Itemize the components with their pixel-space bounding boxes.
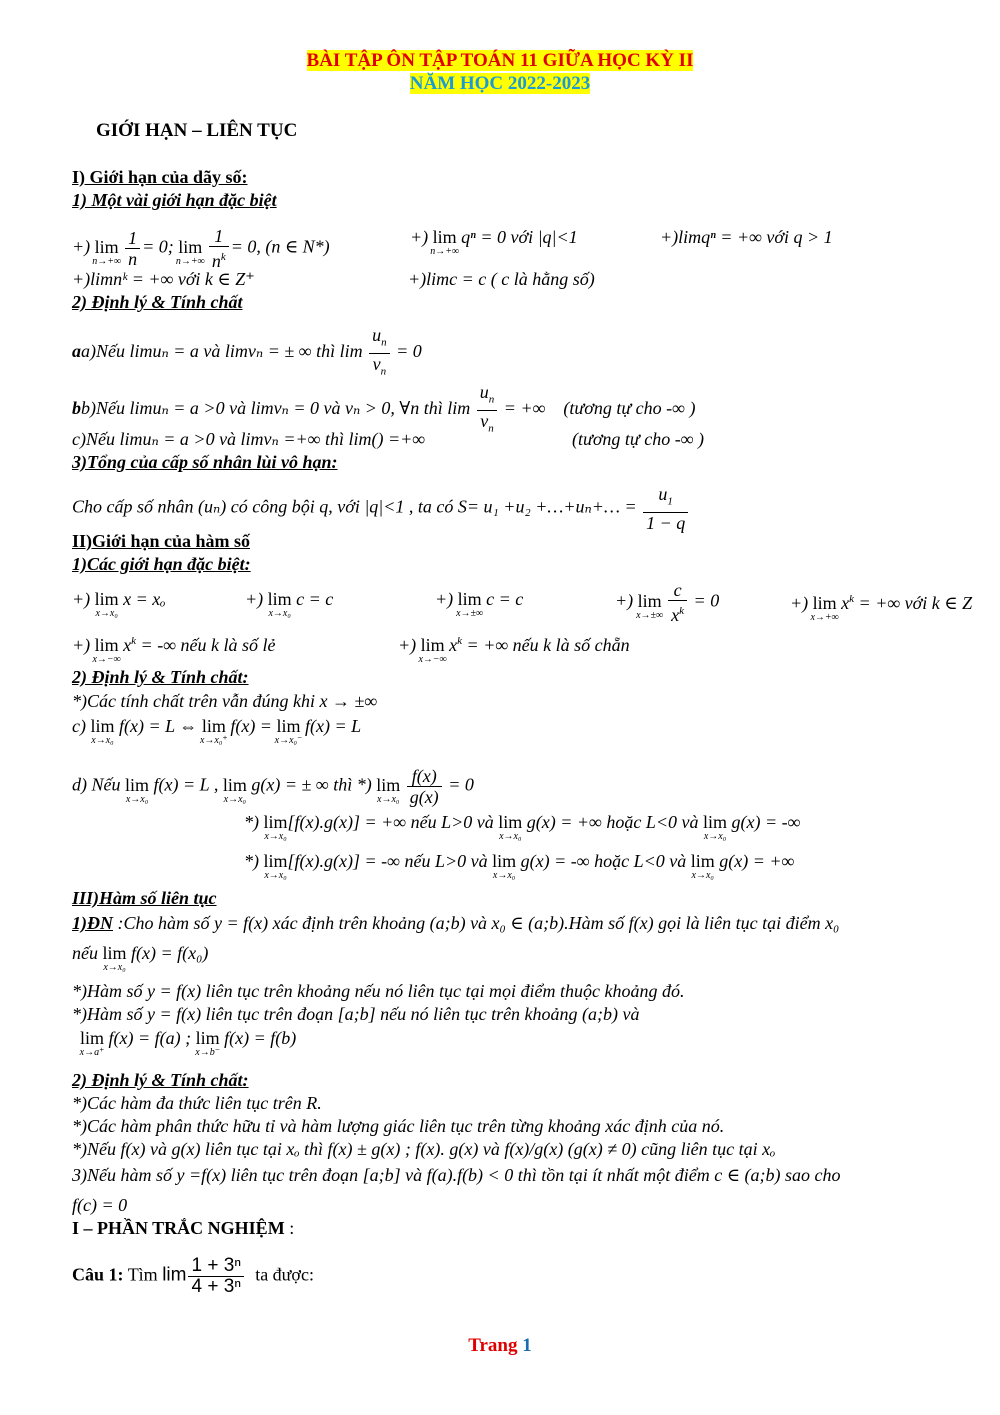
topic-heading: GIỚI HẠN – LIÊN TỤC	[96, 120, 298, 141]
continuity-prop4: 3)Nếu hàm số y =f(x) liên tục trên đoạn [a;b] và f(a).f(b) < 0 thì tồn tại ít nhất một điểm c ∈ (a;b) sao cho	[72, 1165, 841, 1185]
theorem-d: d) Nếu lim x→x₀ f(x) = L , lim x→x₀ g(x) = ± ∞ thì *) lim x→x₀ $\frac{f(x)}{g(x)}$ = 0	[72, 766, 474, 807]
continuity-definition: 1)ĐN :Cho hàm số y = f(x) xác định trên khoảng (a;b) và x₀ ∈ (a;b).Hàm số f(x) gọi là liên tục tại điểm x₀	[72, 913, 840, 933]
section2-heading: II)Giới hạn của hàm số	[72, 531, 251, 551]
continuity-prop5: f(c) = 0	[72, 1195, 128, 1215]
section3-sub2: 2) Định lý & Tính chất:	[72, 1070, 249, 1090]
func-limit-5: +) lim x→+∞ $x^k$ = +∞ với k ∈ Z	[790, 593, 973, 623]
func-limit-odd: +) lim x→−∞ $x^k$ = -∞ nếu k là số lẻ	[72, 635, 276, 665]
question-1: Câu 1: Tìm lim $\frac{\text{1 + 3ⁿ}}{\text{4 + 3ⁿ}}$ ta được:	[72, 1255, 314, 1297]
section1-sub1: 1) Một vài giới hạn đặc biệt	[72, 190, 277, 210]
page-number: 1	[522, 1335, 532, 1356]
theorem-a: aa)Nếu limuₙ = a và limvₙ = ± ∞ thì lim $\frac{u_n}{v_n}$ = 0	[72, 325, 422, 378]
document-title-line1: BÀI TẬP ÔN TẬP TOÁN 11 GIỮA HỌC KỲ II	[306, 50, 694, 71]
theorem-c: c)Nếu limuₙ = a >0 và limvₙ =+∞ thì lim() =+∞	[72, 429, 426, 449]
section2-sub1: 1)Các giới hạn đặc biệt:	[72, 554, 251, 574]
special-limits-q: +) lim n→+∞ qⁿ = 0 với |q|<1	[410, 227, 578, 257]
continuity-prop1: *)Các hàm đa thức liên tục trên R.	[72, 1093, 322, 1113]
continuity-prop2: *)Các hàm phân thức hữu tỉ và hàm lượng giác liên tục trên từng khoảng xác định của nó.	[72, 1116, 725, 1136]
theorem-d-star1: *) lim x→x₀ [f(x).g(x)] = +∞ nếu L>0 và lim x→x₀ g(x) = +∞ hoặc L<0 và lim x→x₀ g(x) = -∞	[244, 812, 801, 842]
page-footer: Trang 1	[468, 1335, 532, 1356]
func-limit-3: +) lim x→±∞ c = c	[435, 589, 524, 619]
special-limits-line2b: +)limc = c ( c là hằng số)	[408, 269, 595, 289]
section3-heading: III)Hàm số liên tục	[72, 888, 217, 908]
continuity-prop3: *)Nếu f(x) và g(x) liên tục tại xₒ thì f(x) ± g(x) ; f(x). g(x) và f(x)/g(x) (g(x) ≠ 0) cũng liên tục tại xₒ	[72, 1139, 776, 1159]
continuity-segment: *)Hàm số y = f(x) liên tục trên đoạn [a;b] nếu nó liên tục trên khoảng (a;b) và	[72, 1004, 640, 1024]
section1-heading: I) Giới hạn của dãy số:	[72, 167, 248, 187]
section2-sub2: 2) Định lý & Tính chất:	[72, 667, 249, 687]
special-limits-line1: +) lim n→+∞ $\frac{1}{n}$ = 0; lim n→+∞ $\frac{1}{n^k}$ = 0, (n ∈ N*)	[72, 226, 330, 271]
theorem-b: bb)Nếu limuₙ = a >0 và limvₙ = 0 và vₙ > 0, ∀n thì lim $\frac{u_n}{v_n}$ = +∞ (tương tự cho -∞ )	[72, 382, 696, 435]
func-limit-1: +) lim x→x₀ x = xₒ	[72, 589, 166, 619]
one-sided-limit: c) lim x→x₀ f(x) = L ⇔ lim x→x₀⁺ f(x) = lim x→x₀⁻ f(x) = L	[72, 716, 362, 746]
func-limit-2: +) lim x→x₀ c = c	[245, 589, 334, 619]
continuity-interval: *)Hàm số y = f(x) liên tục trên khoảng nếu nó liên tục tại mọi điểm thuộc khoảng đó.	[72, 981, 685, 1001]
section1-sub3: 3)Tổng của cấp số nhân lùi vô hạn:	[72, 452, 338, 472]
theorem-d-star2: *) lim x→x₀ [f(x).g(x)] = -∞ nếu L>0 và lim x→x₀ g(x) = -∞ hoặc L<0 và lim x→x₀ g(x) = +∞	[244, 851, 795, 881]
continuity-definition-cond: nếu lim x→x₀ f(x) = f(x₀)	[72, 943, 209, 973]
section2-prop: *)Các tính chất trên vẫn đúng khi x → ±∞	[72, 691, 378, 711]
section1-sub2: 2) Định lý & Tính chất	[72, 292, 243, 312]
func-limit-4: +) lim x→±∞ $\frac{c}{x^k}$ = 0	[615, 580, 720, 625]
special-limits-line2a: +)limnᵏ = +∞ với k ∈ Z⁺	[72, 269, 255, 289]
document-title-line2: NĂM HỌC 2022-2023	[409, 73, 591, 94]
theorem-c-tail: (tương tự cho -∞ )	[572, 429, 705, 449]
part1-heading: I – PHẦN TRẮC NGHIỆM :	[72, 1218, 295, 1238]
continuity-endpoints: lim x→a⁺ f(x) = f(a) ; lim x→b⁻ f(x) = f(b)	[79, 1028, 297, 1058]
func-limit-even: +) lim x→−∞ $x^k$ = +∞ nếu k là số chẵn	[398, 635, 630, 665]
special-limits-q-greater: +)limqⁿ = +∞ với q > 1	[660, 227, 833, 247]
geometric-sum: Cho cấp số nhân (uₙ) có công bội q, với |q|<1 , ta có S= u₁ +u₂ +…+uₙ+… = $\frac{u_1}{1 - q}$	[72, 484, 690, 533]
